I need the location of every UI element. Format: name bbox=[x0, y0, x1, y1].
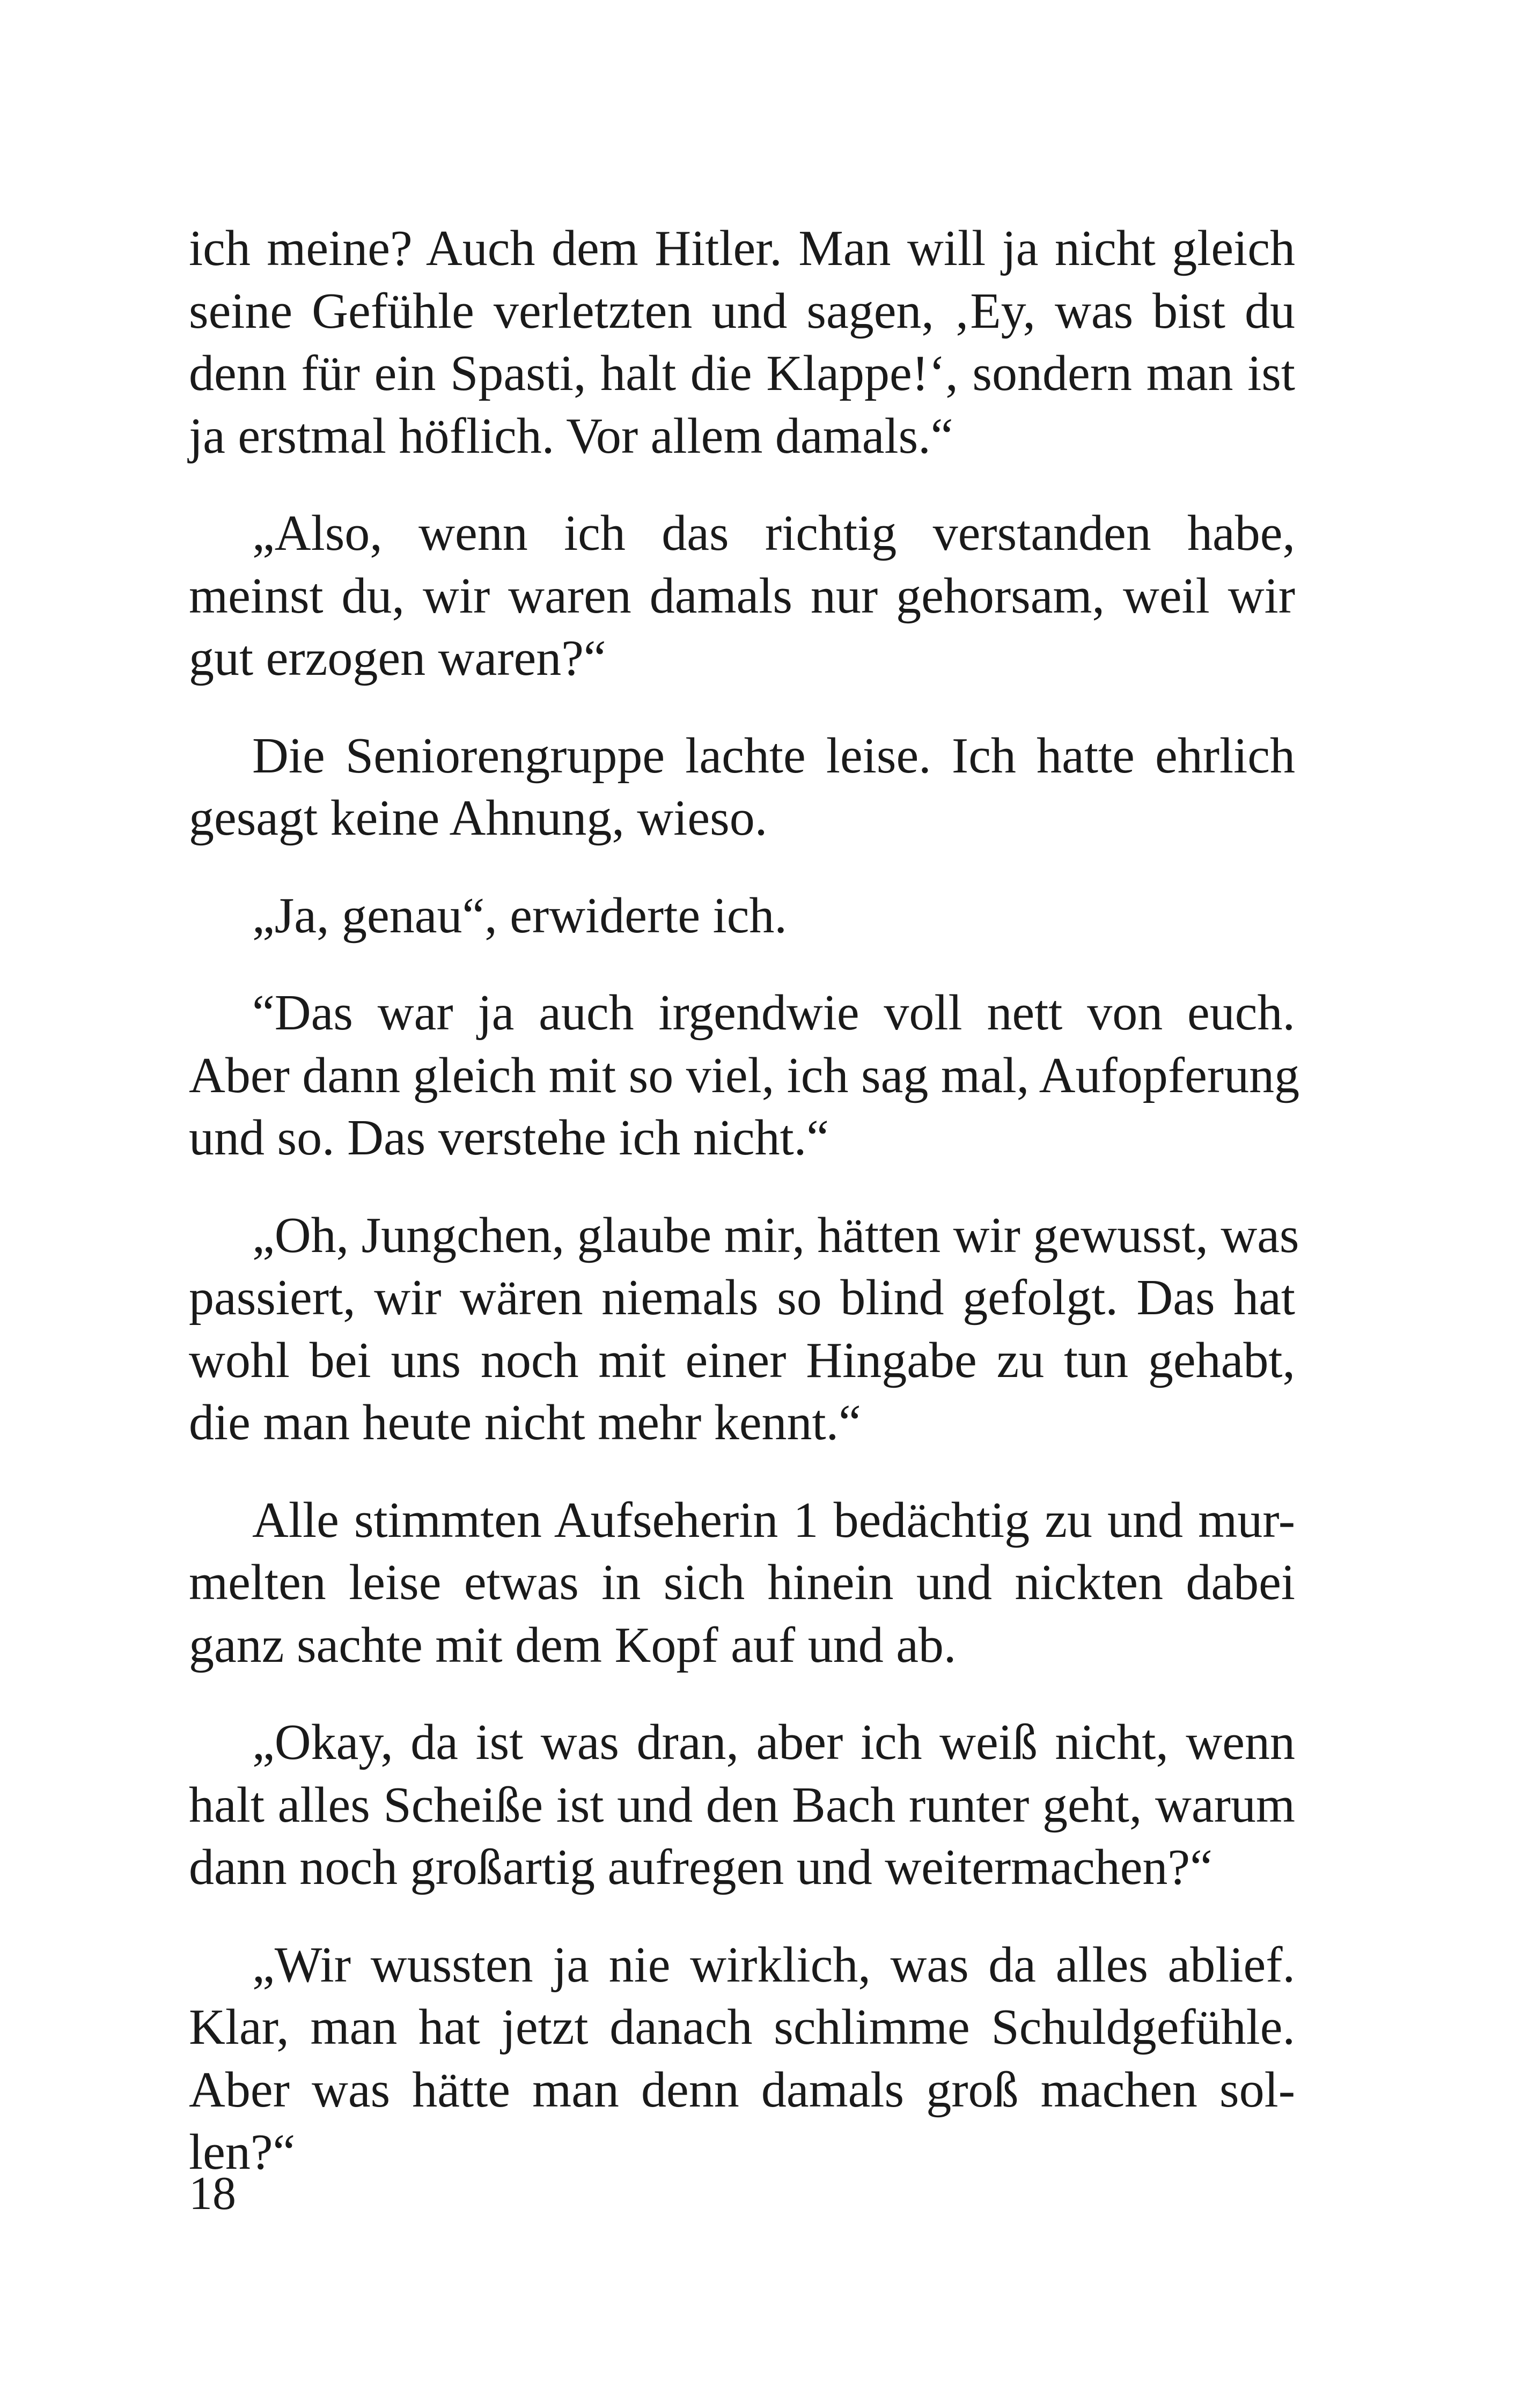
text-line: Die Seniorengruppe lachte leise. Ich hatte ehrlich bbox=[252, 727, 1295, 784]
paragraph bbox=[189, 502, 1295, 690]
text-line: die man heute nicht mehr kennt.“ bbox=[189, 1395, 861, 1450]
text-line: „Wir wussten ja nie wirklich, was da alles ablief. bbox=[252, 1936, 1295, 1993]
paragraph bbox=[189, 982, 1300, 1169]
page-number: 18 bbox=[189, 2168, 236, 2220]
text-line: gesagt keine Ahnung, wieso. bbox=[189, 790, 768, 846]
paragraph bbox=[189, 1711, 1295, 1899]
text-line: ja erstmal höflich. Vor allem damals.“ bbox=[189, 408, 953, 464]
text-line: passiert, wir wären niemals so blind gefolgt. Das hat bbox=[189, 1270, 1295, 1325]
text-line: „Ja, genau“, erwiderte ich. bbox=[252, 887, 787, 944]
text-line: Aber dann gleich mit so viel, ich sag mal, Aufopferung bbox=[189, 1047, 1300, 1103]
text-line: „Okay, da ist was dran, aber ich weiß nicht, wenn bbox=[252, 1714, 1295, 1770]
text-line: ich meine? Auch dem Hitler. Man will ja nicht gleich bbox=[189, 220, 1295, 276]
text-line: len?“ bbox=[189, 2124, 296, 2180]
text-line: halt alles Scheiße ist und den Bach runter geht, warum bbox=[189, 1777, 1295, 1833]
text-line: denn für ein Spasti, halt die Klappe!‘, sondern man ist bbox=[189, 345, 1295, 401]
text-line: meinst du, wir waren damals nur gehorsam, weil wir bbox=[189, 568, 1295, 624]
body-text bbox=[189, 217, 1300, 2219]
text-line: „Oh, Jungchen, glaube mir, hätten wir gewusst, was bbox=[252, 1207, 1299, 1263]
text-line: Aber was hätte man denn damals groß machen sol- bbox=[189, 2061, 1295, 2118]
text-line: gut erzogen waren?“ bbox=[189, 630, 606, 686]
text-line: wohl bei uns noch mit einer Hingabe zu tun gehabt, bbox=[189, 1332, 1295, 1388]
text-line: seine Gefühle verletzten und sagen, ‚Ey, was bist du bbox=[189, 283, 1295, 339]
text-line: Alle stimmten Aufseherin 1 bedächtig zu und mur- bbox=[252, 1492, 1295, 1548]
paragraph bbox=[189, 885, 1295, 947]
paragraph bbox=[189, 725, 1295, 850]
text-line: “Das war ja auch irgendwie voll nett von euch. bbox=[252, 985, 1295, 1041]
text-line: melten leise etwas in sich hinein und nickten dabei bbox=[189, 1555, 1295, 1610]
text-line: „Also, wenn ich das richtig verstanden habe, bbox=[252, 505, 1295, 561]
paragraph bbox=[189, 1204, 1299, 1454]
text-line: Klar, man hat jetzt danach schlimme Schuldgefühle. bbox=[189, 1999, 1295, 2055]
paragraph bbox=[189, 1934, 1295, 2184]
text-line: ganz sachte mit dem Kopf auf und ab. bbox=[189, 1617, 957, 1673]
text-line: dann noch großartig aufregen und weitermachen?“ bbox=[189, 1839, 1213, 1895]
text-line: und so. Das verstehe ich nicht.“ bbox=[189, 1110, 829, 1166]
paragraph bbox=[189, 217, 1295, 467]
paragraph bbox=[189, 1489, 1295, 1677]
